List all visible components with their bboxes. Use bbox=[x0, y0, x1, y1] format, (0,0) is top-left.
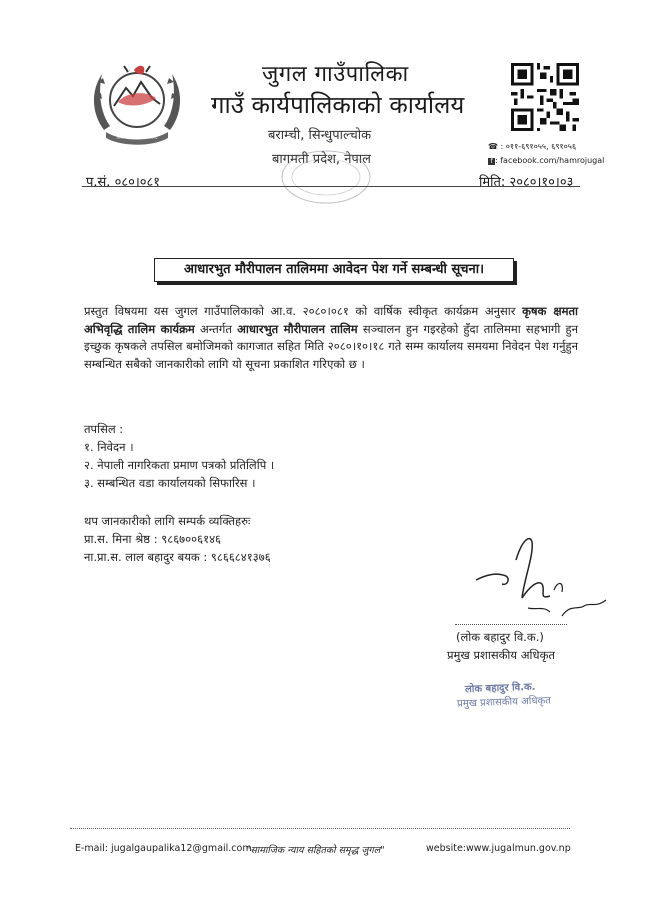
svg-text:~~~~~~~~~~: ~~~~~~~~~~ bbox=[116, 136, 158, 142]
office-stamp bbox=[278, 148, 374, 206]
list-item: ३. सम्बन्धित वडा कार्यालयको सिफारिस । bbox=[84, 476, 256, 490]
header-divider bbox=[82, 186, 580, 187]
nepal-emblem-logo bbox=[86, 52, 188, 148]
program-name: कृषक क्षमता अभिवृद्धि तालिम कार्यक्रम bbox=[84, 304, 578, 336]
details-label: तपसिल : bbox=[84, 422, 124, 436]
facebook-link[interactable] bbox=[488, 156, 604, 165]
handwritten-signature bbox=[466, 520, 616, 630]
footer-divider bbox=[70, 828, 570, 829]
notice-body: प्रस्तुत विषयमा यस जुगल गाउँपालिकाको आ.व. २०८०।०८१ को वार्षिक स्वीकृत कार्यक्रम अनुसार कृषक क्षमता अभिवृद्धि तालिम कार्यक्रम अन्तर्गत आधारभुत मौरीपालन तालिम सञ्चालन हुन गइरहेको हुँदा तालिममा सहभागी हुन इच्छुक कृषकले तपसिल बमोजिमको कागजात सहित मिति २०८०।१०।१८ गते सम्म कार्यालय समयमा निवेदन पेश गर्नुहुन सम्बन्धित सबैको जानकारीको लागि यो सूचना प्रकाशित गरिएको छ । bbox=[84, 304, 578, 371]
list-item: १. निवेदन । bbox=[84, 440, 134, 454]
address-line-2: बागमती प्रदेश, नेपाल bbox=[272, 152, 371, 167]
list-item: २. नेपाली नागरिकता प्रमाण पत्रको प्रतिलिपि । bbox=[84, 458, 275, 472]
contact-item: ना.प्रा.स. लाल बहादुर बयक : ९८६६८४१३७६ bbox=[84, 550, 271, 564]
issue-date: मिति: २०८०।१०।०३ bbox=[479, 175, 574, 190]
training-name: आधारभुत मौरीपालन तालिम bbox=[237, 321, 358, 336]
signatory-name: (लोक बहादुर वि.क.) bbox=[456, 630, 544, 644]
footer-slogan: "सामाजिक न्याय सहितको समृद्ध जुगल" bbox=[246, 845, 385, 856]
office-name: गाउँ कार्यपालिकाको कार्यालय bbox=[211, 91, 465, 119]
notice-title: आधारभुत मौरीपालन तालिममा आवेदन पेश गर्ने सम्बन्धी सूचना। bbox=[154, 258, 514, 282]
title-stamp: प्रमुख प्रशासकीय अधिकृत bbox=[456, 695, 552, 710]
name-stamp: लोक बहादुर वि.क. bbox=[464, 681, 536, 696]
signature-line bbox=[455, 624, 567, 625]
facebook-text: : facebook.com/hamrojugal bbox=[495, 156, 605, 165]
reference-number: प.सं. ०८०।०८१ bbox=[86, 175, 161, 190]
facebook-icon: f bbox=[488, 158, 495, 165]
phone-numbers: ☎ : ०११-६९१०५५, ६९१०५६ bbox=[488, 142, 577, 151]
contact-item: प्रा.स. मिना श्रेष्ठ : ९८६७००६१४६ bbox=[84, 532, 222, 546]
address-line-1: बराम्ची, सिन्धुपाल्चोक bbox=[268, 128, 372, 143]
org-name: जुगल गाउँपालिका bbox=[262, 62, 409, 87]
signatory-title: प्रमुख प्रशासकीय अधिकृत bbox=[447, 648, 555, 662]
footer-email[interactable]: E-mail: jugalgaupalika12@gmail.com bbox=[75, 843, 252, 854]
qr-code bbox=[511, 63, 579, 131]
footer-website[interactable]: website:www.jugalmun.gov.np bbox=[426, 843, 571, 854]
contact-heading: थप जानकारीको लागि सम्पर्क व्यक्तिहरुः bbox=[84, 514, 251, 528]
